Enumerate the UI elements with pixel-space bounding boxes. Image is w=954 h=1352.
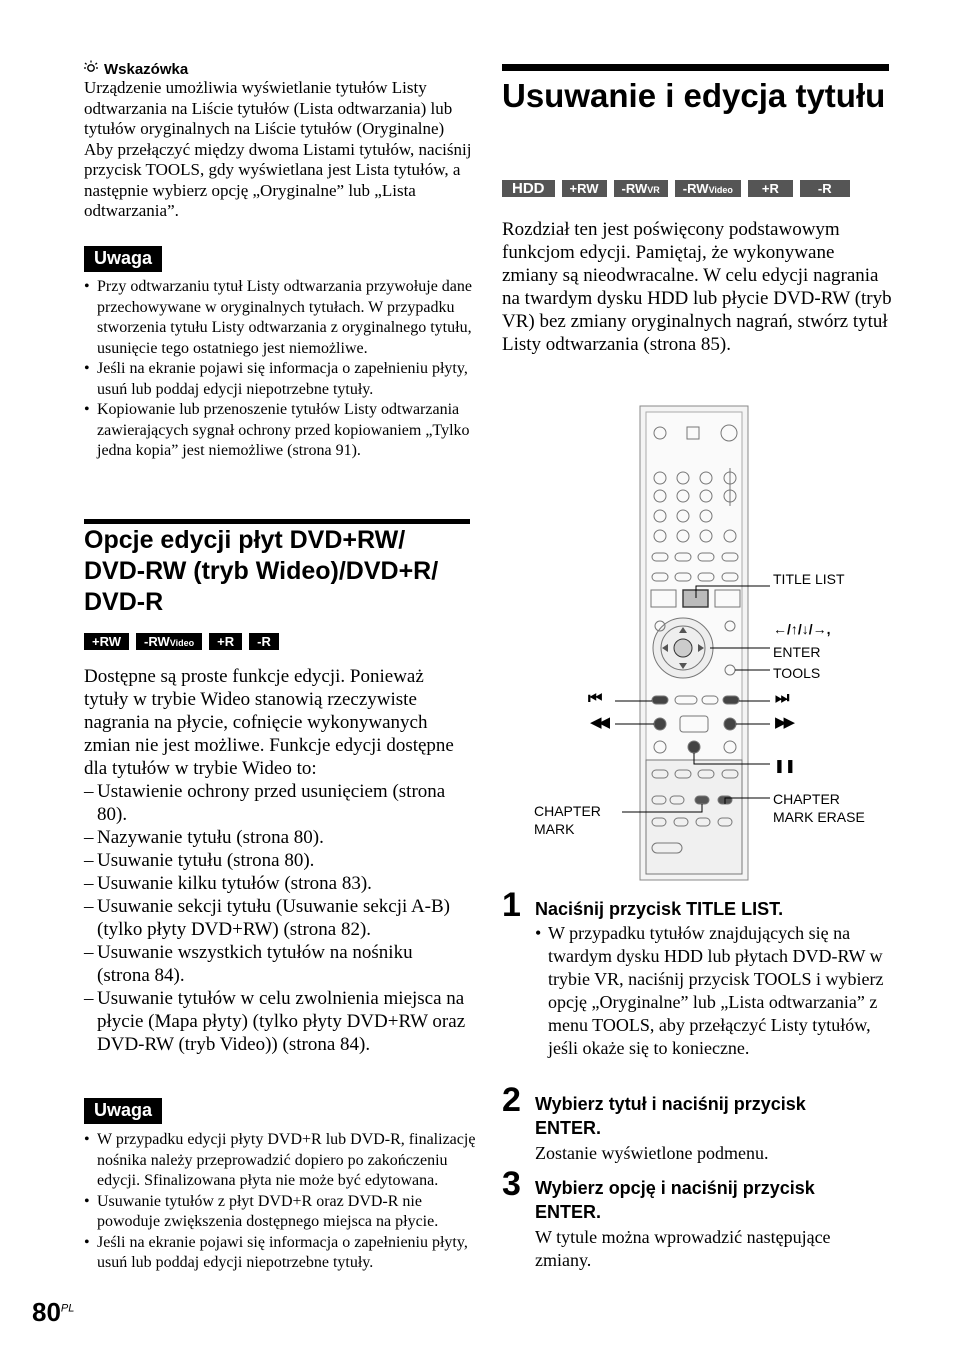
section-title: Opcje edycji płyt DVD+RW/ DVD-RW (tryb Wideo)/DVD+R/ DVD-R: [84, 526, 439, 616]
badge-subtext: Video: [708, 185, 733, 195]
media-badges: [502, 180, 850, 197]
note-badge: Uwaga: [84, 246, 162, 272]
section-intro: Dostępne są proste funkcje edycji. Ponieważ tytuły w trybie Wideo stanowią rzeczywiste nagrania na płycie, cofnięcie wykonywanych zmian nie jest możliwe. Funkcje edycji dostępne dla tytułów w trybie Wideo to:: [84, 666, 454, 779]
note-label: [84, 1098, 162, 1124]
badge-plus-rw: +RW: [84, 633, 129, 650]
main-rule: [502, 64, 889, 71]
tip-text: Urządzenie umożliwia wyświetlanie tytułów Listy odtwarzania na Liście tytułów (Lista odtwarzania) lub tytułów oryginalnych na Liście tytułów (Oryginalne) Aby przełączyć między dwoma Listami tytułów, naciśnij przycisk TOOLS, gdy wyświetlana jest Lista tytułów, a następnie wybierz opcję „Oryginalne” lub „Lista odtwarzania”.: [84, 78, 472, 220]
list-item: – Usuwanie tytułu (strona 80).: [84, 849, 470, 872]
list-item: – Nazywanie tytułu (strona 80).: [84, 826, 470, 849]
previous-icon: ⏮: [588, 690, 603, 707]
rewind-icon: ◀◀: [590, 714, 608, 731]
step-title: Wybierz opcję i naciśnij przycisk ENTER.: [535, 1178, 815, 1222]
list-item: • Jeśli na ekranie pojawi się informacja o zapełnieniu płyty, usuń lub poddaj edycji niepotrzebne tytuły.: [84, 359, 472, 400]
note-badge: Uwaga: [84, 1098, 162, 1124]
function-list: [84, 780, 470, 1056]
chapter-mark-erase-label: CHAPTER MARK ERASE: [773, 791, 865, 825]
lightbulb-icon: [84, 60, 98, 78]
pause-icon: ❚❚: [774, 758, 796, 773]
step-title: Naciśnij przycisk TITLE LIST.: [535, 899, 784, 919]
list-item: • Jeśli na ekranie pojawi się informacja o zapełnieniu płyty, usuń lub poddaj edycji niepotrzebne tytuły.: [84, 1233, 476, 1274]
media-badges: [84, 633, 279, 650]
enter-label: ENTER: [773, 644, 821, 660]
list-item: • Usuwanie tytułów z płyt DVD+R oraz DVD-R nie powoduje zwiększenia dostępnego miejsca na płycie.: [84, 1192, 476, 1233]
step-text: W tytule można wprowadzić następujące zmiany.: [535, 1227, 831, 1270]
main-intro: Rozdział ten jest poświęcony podstawowym funkcjom edycji. Pamiętaj, że wykonywane zmiany są nieodwracalne. W celu edycji nagrania na twardym dysku HDD lub płycie DVD-RW (tryb VR) bez zmiany oryginalnych nagrań, stwórz tytuł Listy odtwarzania (strona 85).: [502, 219, 892, 355]
list-item: – Usuwanie tytułów w celu zwolnienia miejsca na płycie (Mapa płyty) (tylko płyty DVD+RW oraz DVD-RW (tryb Video)) (strona 84).: [84, 987, 470, 1056]
note-list: [84, 1130, 476, 1274]
list-item: – Ustawienie ochrony przed usunięciem (strona 80).: [84, 780, 470, 826]
list-item: • Przy odtwarzaniu tytuł Listy odtwarzania przywołuje dane przechowywane w oryginalnych tytułach. W przypadku stworzenia tytułu Listy odtwarzania z oryginalnego tytułu, usunięcie tego ostatniego jest niemożliwe.: [84, 277, 472, 359]
badge-minus-r: -R: [800, 180, 850, 197]
badge-plus-r: +R: [209, 633, 242, 650]
tip-heading: [84, 60, 188, 78]
badge-subtext: Video: [169, 638, 195, 648]
list-item: – Usuwanie kilku tytułów (strona 83).: [84, 872, 470, 895]
badge-plus-rw: +RW: [562, 180, 607, 197]
page-number: [32, 1297, 74, 1328]
chapter-mark-label: CHAPTER MARK: [534, 803, 601, 837]
list-item: • W przypadku tytułów znajdujących się na twardym dysku HDD lub płytach DVD-RW w trybie VR, naciśnij przycisk TOOLS i wybierz opcję „Oryginalne” lub „Lista odtwarzania” z menu TOOLS, aby przełączyć Listy tytułów, jeśli okaże się to konieczne.: [535, 922, 890, 1060]
arrows-label: ←/↑/↓/→,: [773, 621, 831, 637]
step-bullets: [535, 922, 890, 1060]
badge-plus-r: +R: [748, 180, 793, 197]
page-lang: PL: [60, 1302, 75, 1315]
tools-label: TOOLS: [773, 665, 821, 681]
fast-forward-icon: ▶▶: [775, 714, 793, 731]
list-item: – Usuwanie sekcji tytułu (Usuwanie sekcji A-B) (tylko płyty DVD+RW) (strona 82).: [84, 895, 470, 941]
step-number: 2: [502, 1081, 521, 1119]
note-list: [84, 277, 472, 462]
badge-text: -RW: [621, 181, 648, 196]
next-icon: ⏭: [775, 690, 790, 707]
list-item: • Kopiowanie lub przenoszenie tytułów Listy odtwarzania zawierających sygnał ochrony przed kopiowaniem „Tylko jedna kopia” jest niemożliwe (strona 91).: [84, 400, 472, 462]
badge-minus-rw-video: [675, 180, 741, 197]
page-number-text: 80: [32, 1297, 61, 1327]
step-number: 1: [502, 886, 521, 924]
note-label: [84, 246, 162, 272]
badge-text: -RW: [144, 634, 170, 649]
badge-minus-rw-video: [136, 633, 202, 650]
tip-heading-text: Wskazówka: [104, 61, 189, 78]
step-text: Zostanie wyświetlone podmenu.: [535, 1143, 769, 1163]
badge-subtext: VR: [647, 185, 660, 195]
badge-hdd: HDD: [502, 180, 555, 197]
step-number: 3: [502, 1165, 521, 1203]
badge-minus-r: -R: [249, 633, 279, 650]
badge-text: -RW: [682, 181, 709, 196]
title-list-label: TITLE LIST: [773, 571, 845, 587]
section-rule: [84, 519, 470, 524]
list-item: – Usuwanie wszystkich tytułów na nośniku (strona 84).: [84, 941, 470, 987]
page-title: Usuwanie i edycja tytułu: [502, 77, 886, 114]
list-item: • W przypadku edycji płyty DVD+R lub DVD-R, finalizację nośnika należy przeprowadzić dopiero po zakończeniu edycji. Sfinalizowana płyta nie może być edytowana.: [84, 1130, 476, 1192]
step-title: Wybierz tytuł i naciśnij przycisk ENTER.: [535, 1094, 806, 1138]
badge-minus-rw-vr: [614, 180, 668, 197]
